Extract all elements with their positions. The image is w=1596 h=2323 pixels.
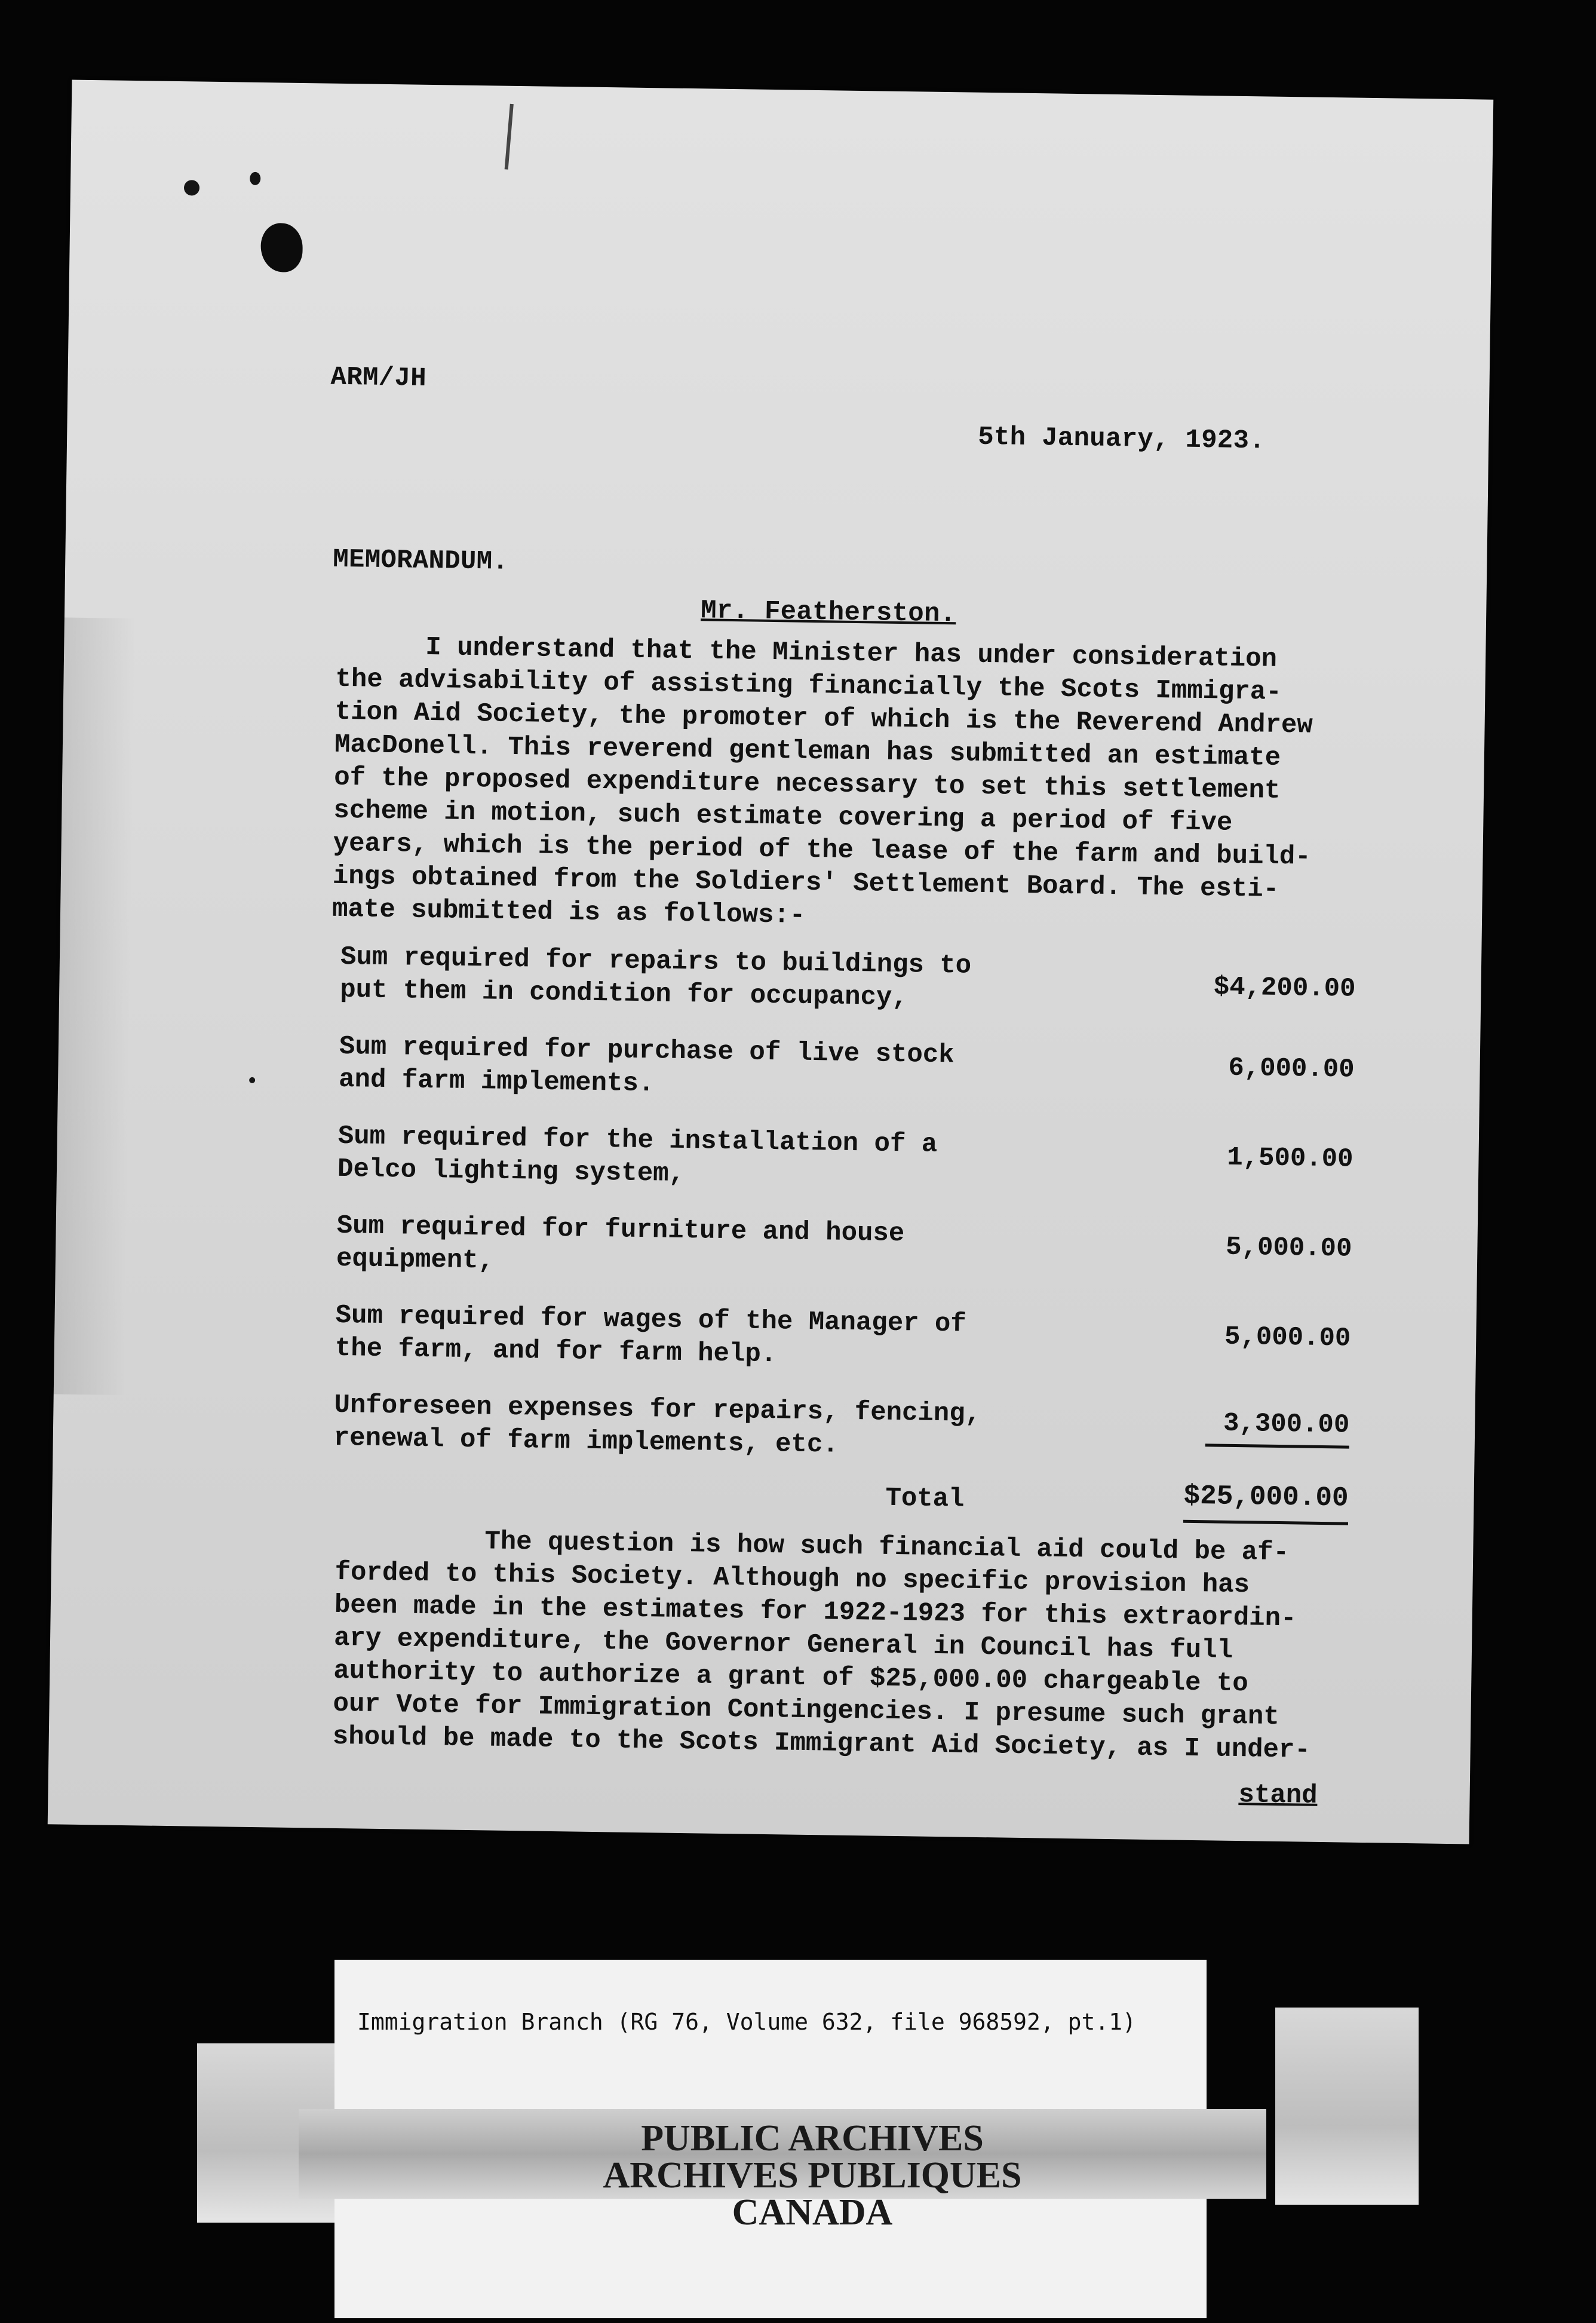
stamp-line: PUBLIC ARCHIVES bbox=[641, 2118, 984, 2159]
item-line: Unforeseen expenses for repairs, fencing, bbox=[334, 1390, 981, 1429]
paragraph-line: mate submitted is as follows:- bbox=[332, 894, 806, 931]
item-line: and farm implements. bbox=[338, 1064, 655, 1099]
estimate-item-amount: 1,500.00 bbox=[1226, 1142, 1353, 1175]
paragraph-line: the advisability of assisting financially the Scots Immigra- bbox=[335, 664, 1282, 707]
tape-strip bbox=[1275, 2008, 1419, 2205]
catchword: stand bbox=[1238, 1780, 1318, 1811]
reference-initials: ARM/JH bbox=[330, 362, 427, 394]
paragraph-line: I understand that the Minister has under consideration bbox=[425, 632, 1278, 675]
estimate-item-amount: 6,000.00 bbox=[1228, 1053, 1355, 1085]
archives-stamp bbox=[585, 2120, 1039, 2231]
stamp-line: ARCHIVES PUBLIQUES bbox=[603, 2155, 1022, 2196]
ink-spot bbox=[249, 1077, 255, 1083]
item-line: renewal of farm implements, etc. bbox=[333, 1423, 839, 1460]
total-amount: $25,000.00 bbox=[1183, 1481, 1349, 1525]
estimate-item-amount: 5,000.00 bbox=[1225, 1232, 1352, 1264]
item-line: Sum required for furniture and house bbox=[336, 1210, 905, 1249]
paragraph-line: ings obtained from the Soldiers' Settlement Board. The esti- bbox=[332, 861, 1279, 905]
item-line: Sum required for the installation of a bbox=[337, 1121, 938, 1160]
memo-date: 5th January, 1923. bbox=[977, 422, 1266, 456]
item-line: put them in condition for occupancy, bbox=[339, 974, 909, 1013]
paragraph-line: MacDonell. This reverend gentleman has submitted an estimate bbox=[334, 730, 1281, 773]
item-line: Sum required for repairs to buildings to bbox=[340, 942, 972, 981]
paragraph-line: authority to authorize a grant of $25,000.00 chargeable to bbox=[333, 1656, 1249, 1699]
total-label: Total bbox=[885, 1483, 965, 1515]
item-line: the farm, and for farm help. bbox=[334, 1333, 777, 1370]
item-line: Delco lighting system, bbox=[337, 1154, 685, 1190]
paragraph-line: our Vote for Immigration Contingencies. I presume such grant bbox=[333, 1688, 1280, 1733]
paragraph-line: forded to this Society. Although no specific provision has bbox=[334, 1557, 1250, 1601]
paragraph-line: of the proposed expenditure necessary to set this settlement bbox=[333, 762, 1281, 806]
item-line: Sum required for purchase of live stock bbox=[339, 1031, 954, 1071]
paragraph-line: The question is how such financial aid could be af- bbox=[484, 1527, 1290, 1568]
estimate-item-amount: $4,200.00 bbox=[1213, 972, 1356, 1004]
item-line: Sum required for wages of the Manager of bbox=[335, 1300, 967, 1340]
memo-heading: MEMORANDUM. bbox=[332, 544, 509, 577]
paragraph-line: been made in the estimates for 1922-1923 for this extraordin- bbox=[334, 1590, 1297, 1634]
paragraph-line: ary expenditure, the Governor General in Council has full bbox=[333, 1623, 1233, 1666]
memo-page bbox=[48, 80, 1494, 1844]
stamp-line: CANADA bbox=[732, 2192, 893, 2233]
estimate-item-amount: 5,000.00 bbox=[1224, 1322, 1351, 1354]
memo-addressee: Mr. Featherston. bbox=[700, 596, 956, 630]
paragraph-line: years, which is the period of the lease of the farm and build- bbox=[333, 828, 1311, 872]
paragraph-line: tion Aid Society, the promoter of which is the Reverend Andrew bbox=[334, 697, 1313, 741]
punch-hole bbox=[260, 223, 303, 272]
pencil-mark bbox=[505, 104, 514, 170]
ink-spot bbox=[184, 180, 200, 195]
ink-spot bbox=[250, 172, 260, 185]
estimate-item-amount: 3,300.00 bbox=[1205, 1410, 1350, 1448]
paragraph-line: scheme in motion, such estimate covering a period of five bbox=[333, 795, 1233, 838]
archive-citation: Immigration Branch (RG 76, Volume 632, file 968592, pt.1) bbox=[357, 2009, 1137, 2035]
item-line: equipment, bbox=[336, 1243, 495, 1276]
paragraph-line: should be made to the Scots Immigrant Aid Society, as I under- bbox=[332, 1721, 1311, 1766]
